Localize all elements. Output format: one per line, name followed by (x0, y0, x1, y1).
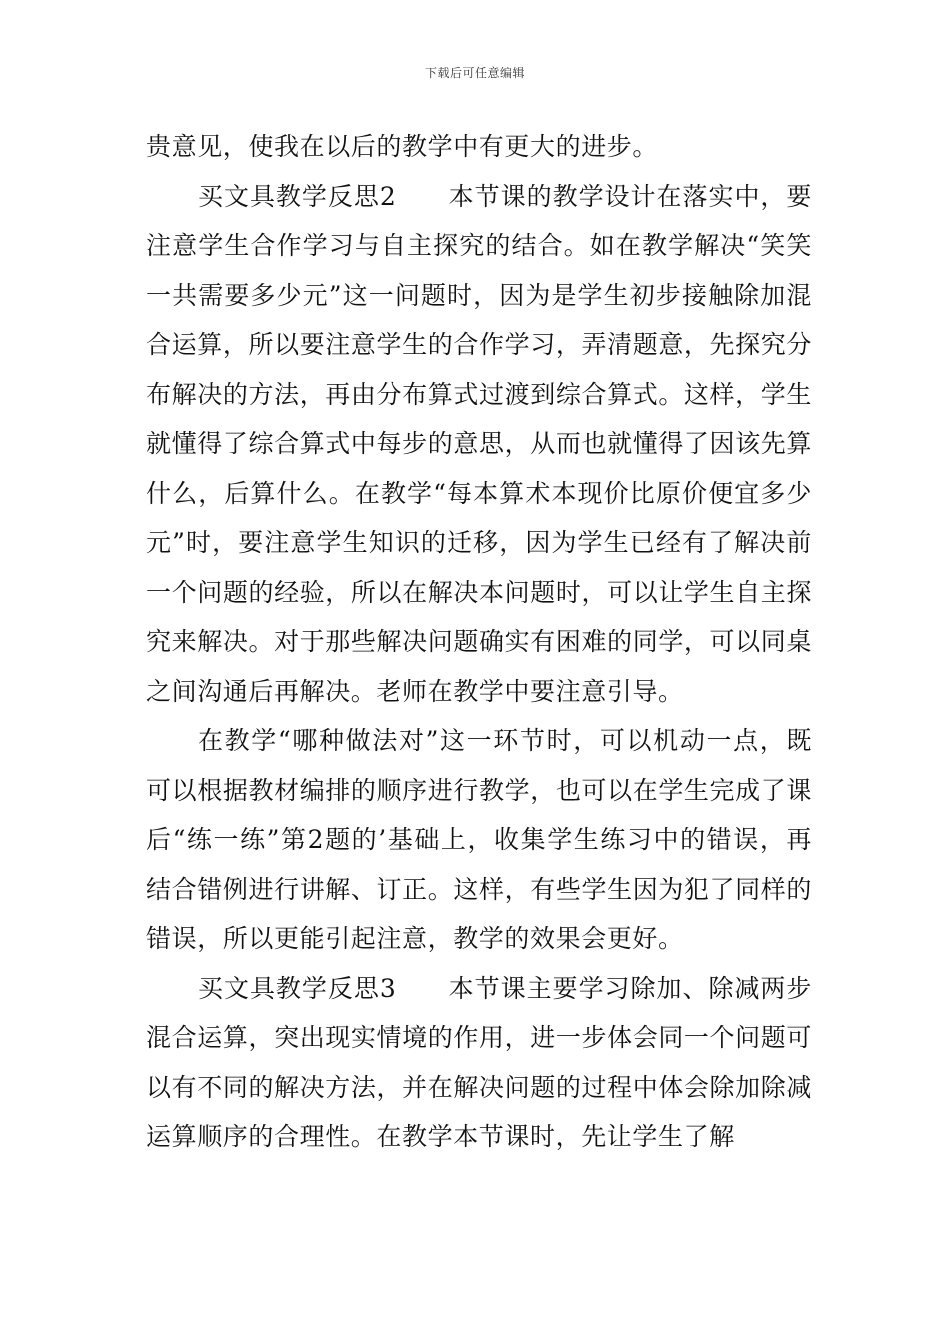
page-header: 下载后可任意编辑 (424, 66, 525, 80)
paragraph-which-method: 在教学“哪种做法对”这一环节时，可以机动一点，既可以根据教材编排的顺序进行教学，也可以在学生完成了课后“练一练”第2题的’基础上，收集学生练习中的错误，再结合错例进行讲解、订正。这样，有些学生因为犯了同样的错误，所以更能引起注意，教学的效果会更好。 (146, 726, 812, 953)
paragraph-reflection-2: 买文具教学反思2 本节课的教学设计在落实中，要注意学生合作学习与自主探究的结合。如在教学解决“笑笑一共需要多少元”这一问题时，因为是学生初步接触除加混合运算，所以要注意学生的合作学习，弄清题意，先探究分布解决的方法，再由分布算式过渡到综合算式。这样，学生就懂得了综合算式中每步的意思，从而也就懂得了因该先算什么，后算什么。在教学“每本算术本现价比原价便宜多少元”时，要注意学生知识的迁移，因为学生已经有了解决前一个问题的经验，所以在解决本问题时，可以让学生自主探究来解决。对于那些解决问题确实有困难的同学，可以同桌之间沟通后再解决。老师在教学中要注意引导。 (146, 181, 812, 706)
paragraph-reflection-3: 买文具教学反思3 本节课主要学习除加、除减两步混合运算，突出现实情境的作用，进一步体会同一个问题可以有不同的解决方法，并在解决问题的过程中体会除加除减运算顺序的合理性。在教学本节课时，先让学生了解 (146, 973, 812, 1151)
document-body (146, 122, 812, 1162)
paragraph-continuation: 贵意见，使我在以后的教学中有更大的进步。 (146, 132, 659, 161)
